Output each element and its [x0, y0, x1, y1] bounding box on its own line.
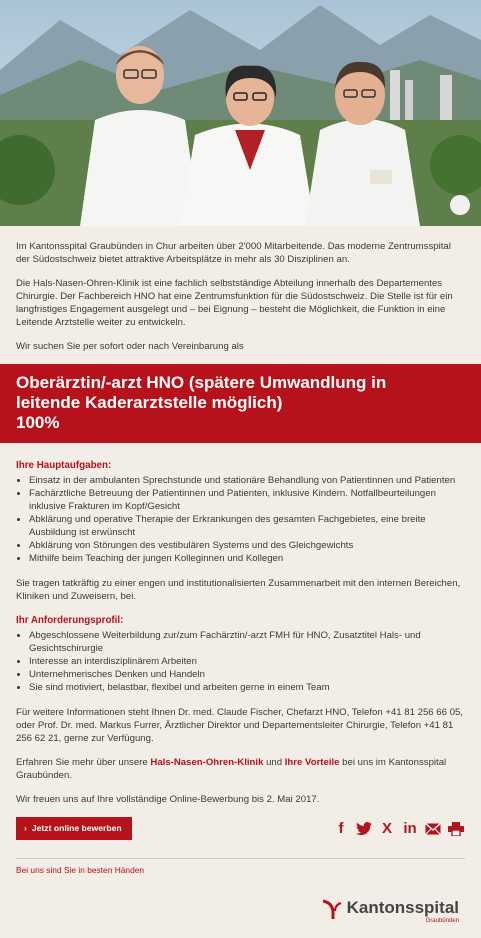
- intro-paragraph-1: Im Kantonsspital Graubünden in Chur arbeiten über 2'000 Mitarbeitende. Das moderne Zentrumsspital der Südostschweiz bietet attraktive Arbeitsplätze in mehr als 30 Disziplinen an.: [16, 241, 451, 265]
- facebook-icon[interactable]: f: [338, 820, 344, 837]
- details-section: [0, 459, 481, 840]
- print-icon[interactable]: [447, 820, 465, 838]
- collaboration-paragraph: Sie tragen tatkräftig zu einer engen und institutionalisierten Zusammenarbeit mit den internen Bereichen, Kliniken und Zuweisern, bei.: [16, 578, 461, 602]
- hno-clinic-link[interactable]: Hals-Nasen-Ohren-Klinik: [150, 757, 264, 768]
- list-item: • Unternehmerisches Denken und Handeln: [29, 668, 465, 681]
- linkedin-icon[interactable]: in: [403, 820, 417, 837]
- list-item: • Fachärztliche Betreuung der Patientinnen und Patienten, inklusive Kindern. Notfallbeurteilungen inklusive Frakturen im Kopf/Gesicht: [29, 487, 465, 513]
- actions-row: [16, 817, 465, 840]
- list-item: • Interesse an interdisziplinärem Arbeiten: [29, 655, 465, 668]
- list-item: • Abgeschlossene Weiterbildung zur/zum Fachärztin/-arzt FMH für HNO, Zusatztitel Hals- und Gesichtschirurgie: [29, 629, 465, 655]
- job-title-banner: [0, 364, 481, 443]
- job-title-line-1: Oberärztin/-arzt HNO (spätere Umwandlung in: [16, 373, 387, 392]
- apply-button-label: Jetzt online bewerben: [31, 823, 122, 833]
- kantonsspital-logo[interactable]: [321, 899, 459, 924]
- tasks-heading: Ihre Hauptaufgaben:: [16, 460, 112, 471]
- intro-paragraph-2: Die Hals-Nasen-Ohren-Klinik ist eine fachlich selbstständige Abteilung innerhalb des Departementes Chirurgie. Der Fachbereich HNO hat eine Zentrumsfunktion für die Südostschweiz. Die Stelle ist für ein langfristiges Engagement ausgelegt und – bei Eignung – besteht die Möglichkeit, die Funktion in eine Leitende Arztstelle weiter zu entwickeln.: [16, 278, 453, 328]
- requirements-heading: Ihr Anforderungsprofil:: [16, 615, 124, 626]
- hero-photo-doctors: [0, 0, 481, 226]
- more-info-paragraph: [16, 756, 465, 782]
- chevron-right-icon: ›: [24, 823, 27, 833]
- more-info-suffix: bei uns im Kantonsspital Graubünden.: [16, 757, 447, 781]
- contact-paragraph: Für weitere Informationen steht Ihnen Dr. med. Claude Fischer, Chefarzt HNO, Telefon +41 81 256 66 05, oder Prof. Dr. med. Markus Furrer, Ärztlicher Direktor und Departementsleiter Chirurgie, Telefon +41 81 256 62 21, gerne zur Verfügung.: [16, 707, 463, 744]
- more-info-prefix: Erfahren Sie mehr über unsere: [16, 757, 151, 768]
- logo-subtitle: Graubünden: [425, 918, 459, 924]
- intro-paragraph-3: Wir suchen Sie per sofort oder nach Vereinbarung als: [16, 341, 244, 352]
- twitter-icon[interactable]: [355, 820, 373, 838]
- list-item: • Sie sind motiviert, belastbar, flexibel und arbeiten gerne in einem Team: [29, 681, 465, 694]
- more-info-middle: und: [263, 757, 285, 768]
- requirements-list: [16, 629, 465, 694]
- logo-wordmark: Kantonsspital: [346, 898, 459, 917]
- list-item: • Mithilfe beim Teaching der jungen Kolleginnen und Kollegen: [29, 552, 465, 565]
- apply-online-button[interactable]: [16, 817, 132, 840]
- xing-icon[interactable]: X: [381, 820, 392, 837]
- benefits-link[interactable]: Ihre Vorteile: [284, 757, 340, 768]
- share-icons: [332, 820, 465, 838]
- footer-tagline: Bei uns sind Sie in besten Händen: [16, 858, 465, 875]
- mail-icon[interactable]: [424, 820, 442, 838]
- list-item: • Abklärung von Störungen des vestibulären Systems und des Gleichgewichts: [29, 539, 465, 552]
- intro-section: [0, 226, 481, 353]
- tasks-list: [16, 474, 465, 565]
- list-item: • Abklärung und operative Therapie der Erkrankungen des gesamten Fachgebietes, eine breite Ausbildung ist erwünscht: [29, 513, 465, 539]
- job-workload: 100%: [16, 413, 60, 432]
- job-title-line-2: leitende Kaderarztstelle möglich): [16, 393, 283, 412]
- list-item: • Einsatz in der ambulanten Sprechstunde und stationäre Behandlung von Patientinnen und Patienten: [29, 474, 465, 487]
- ibex-horn-icon: [321, 899, 343, 921]
- deadline-paragraph: Wir freuen uns auf Ihre vollständige Online-Bewerbung bis 2. Mai 2017.: [16, 794, 320, 805]
